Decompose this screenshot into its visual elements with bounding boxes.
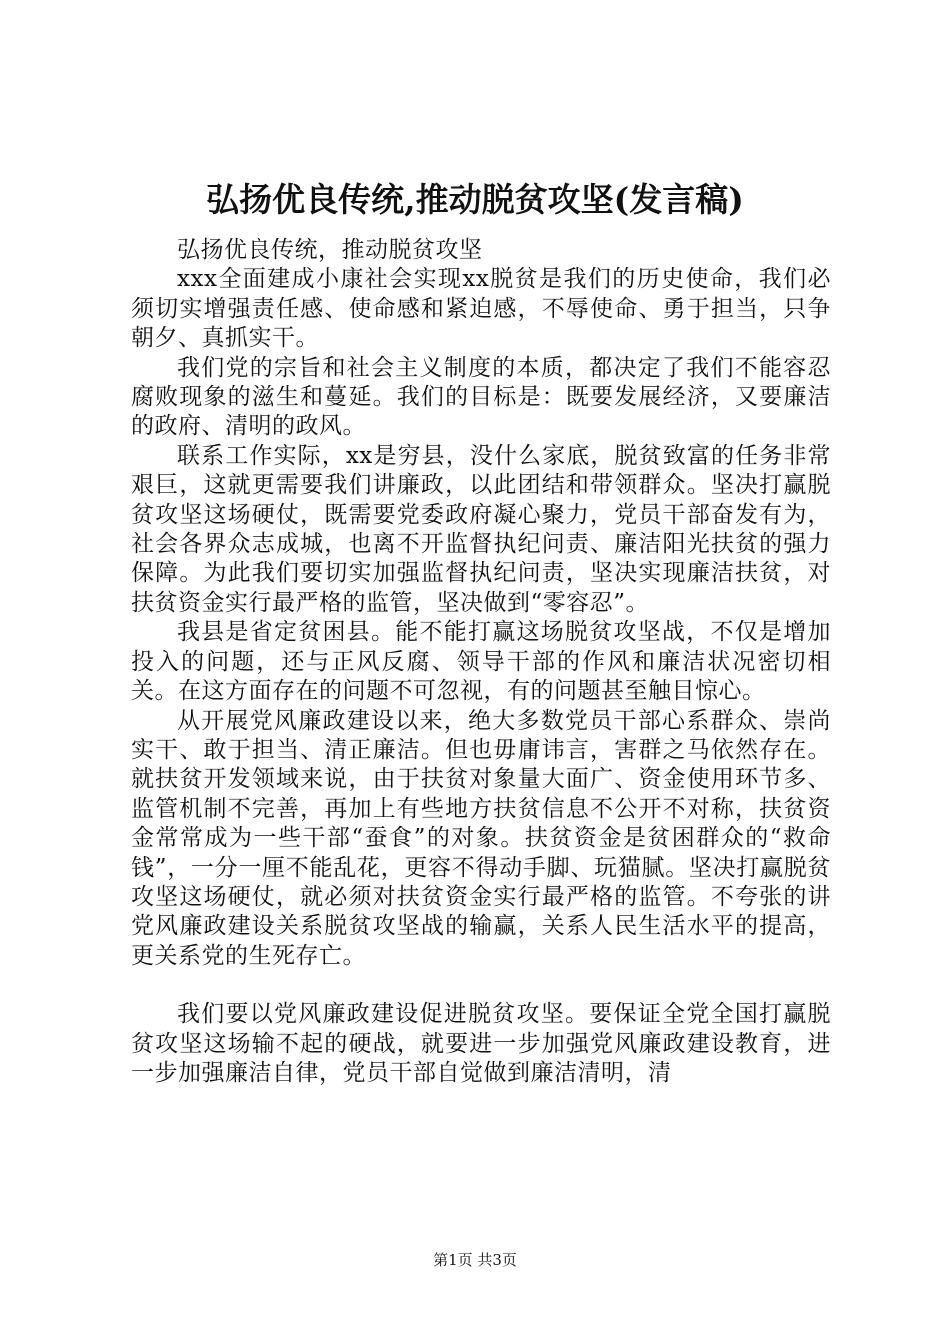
paragraph: 我们要以党风廉政建设促进脱贫攻坚。要保证全党全国打赢脱贫攻坚这场输不起的硬战，就要进一步加强党风廉政建设教育，进一步加强廉洁自律，党员干部自觉做到廉洁清明，清 xyxy=(131,1001,831,1086)
page-footer: 第1页 共3页 xyxy=(433,1251,517,1269)
paragraph: 我们党的宗旨和社会主义制度的本质，都决定了我们不能容忍腐败现象的滋生和蔓延。我们的目标是：既要发展经济，又要廉洁的政府、清明的政风。 xyxy=(131,354,831,440)
document-body xyxy=(131,236,831,1088)
paragraph-subtitle: 弘扬优良传统，推动脱贫攻坚 xyxy=(177,237,483,263)
page-title: 弘扬优良传统,推动脱贫攻坚(发言稿) xyxy=(206,180,744,219)
paragraph: 从开展党风廉政建设以来，绝大多数党员干部心系群众、崇尚实干、敢于担当、清正廉洁。但也毋庸讳言，害群之马依然存在。就扶贫开发领域来说，由于扶贫对象量大面广、资金使用环节多、监管机制不完善，再加上有些地方扶贫信息不公开不对称，扶贫资金常常成为一些干部“蚕食”的对象。扶贫资金是贫困群众的“救命钱”，一分一厘不能乱花，更容不得动手脚、玩猫腻。坚决打赢脱贫攻坚这场硬仗，就必须对扶贫资金实行最严格的监管。不夸张的讲党风廉政建设关系脱贫攻坚战的输赢，关系人民生活水平的提高，更关系党的生死存亡。 xyxy=(131,707,831,969)
paragraph: 联系工作实际，xx是穷县，没什么家底，脱贫致富的任务非常艰巨，这就更需要我们讲廉政，以此团结和带领群众。坚决打赢脱贫攻坚这场硬仗，既需要党委政府凝心聚力，党员干部奋发有为，社会各界众志成城，也离不开监督执纪问责、廉洁阳光扶贫的强力保障。为此我们要切实加强监督执纪问责，坚决实现廉洁扶贫，对扶贫资金实行最严格的监管，坚决做到“零容忍”。 xyxy=(131,442,831,616)
paragraph: 我县是省定贫困县。能不能打赢这场脱贫攻坚战，不仅是增加投入的问题，还与正风反腐、领导干部的作风和廉洁状况密切相关。在这方面存在的问题不可忽视，有的问题甚至触目惊心。 xyxy=(131,619,831,705)
paragraph: xxx全面建成小康社会实现xx脱贫是我们的历史使命，我们必须切实增强责任感、使命感和紧迫感，不辱使命、勇于担当，只争朝夕、真抓实干。 xyxy=(131,266,831,352)
